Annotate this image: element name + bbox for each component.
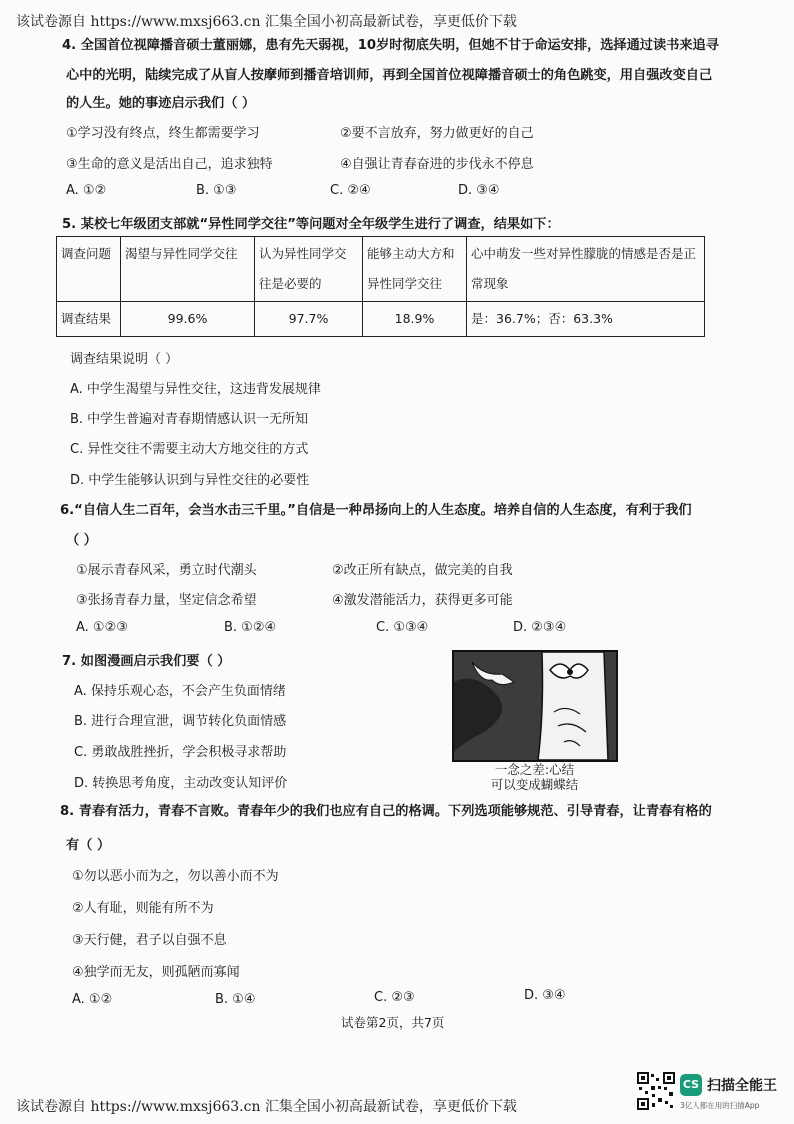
watermark-bottom: 该试卷源自 https://www.mxsj663.cn 汇集全国小初高最新试卷，享更低价下载 bbox=[16, 1099, 517, 1115]
q4-stem-line3: 的人生。她的事迹启示我们（ ） bbox=[66, 96, 256, 111]
table-cell: 调查问题 bbox=[57, 237, 121, 302]
q6-statement-4: ④激发潜能活力，获得更多可能 bbox=[332, 593, 513, 608]
q4-stem-line2: 心中的光明，陆续完成了从盲人按摩师到播音培训师，再到全国首位视障播音硕士的角色跳变，用自强改变自己 bbox=[66, 68, 713, 83]
q5-choice-d[interactable]: D. 中学生能够认识到与异性交往的必要性 bbox=[70, 473, 310, 488]
watermark-top: 该试卷源自 https://www.mxsj663.cn 汇集全国小初高最新试卷，享更低价下载 bbox=[16, 14, 517, 30]
table-cell: 能够主动大方和异性同学交往 bbox=[363, 237, 467, 302]
q6-choice-c[interactable]: C. ①③④ bbox=[376, 620, 429, 635]
q6-statement-1: ①展示青春风采，勇立时代潮头 bbox=[76, 563, 257, 578]
q5-choice-b[interactable]: B. 中学生普遍对青春期情感认识一无所知 bbox=[70, 412, 309, 427]
table-cell: 心中萌发一些对异性朦胧的情感是否是正常现象 bbox=[467, 237, 705, 302]
q4-statement-3: ③生命的意义是活出自己，追求独特 bbox=[66, 157, 273, 172]
q6-choice-d[interactable]: D. ②③④ bbox=[513, 620, 567, 635]
q4-statement-2: ②要不言放弃，努力做更好的自己 bbox=[340, 126, 534, 141]
scanner-tagline: 3亿人都在用的扫描App bbox=[680, 1101, 760, 1110]
table-cell: 渴望与异性同学交往 bbox=[121, 237, 255, 302]
table-cell: 97.7% bbox=[255, 302, 363, 337]
q7-stem: 7. 如图漫画启示我们要（ ） bbox=[62, 654, 231, 669]
survey-table-header-row bbox=[57, 237, 705, 302]
page-number: 试卷第2页，共7页 bbox=[341, 1015, 445, 1030]
q8-stem-line2: 有（ ） bbox=[66, 838, 111, 853]
q4-choice-d[interactable]: D. ③④ bbox=[458, 183, 500, 198]
q4-choice-a[interactable]: A. ①② bbox=[66, 183, 107, 198]
q5-choice-a[interactable]: A. 中学生渴望与异性交往，这违背发展规律 bbox=[70, 382, 321, 397]
q7-choice-b[interactable]: B. 进行合理宣泄，调节转化负面情感 bbox=[74, 714, 287, 729]
q7-choice-a[interactable]: A. 保持乐观心态，不会产生负面情绪 bbox=[74, 684, 286, 699]
q8-statement-1: ①勿以恶小而为之，勿以善小而不为 bbox=[72, 869, 279, 884]
scanner-app-name: 扫描全能王 bbox=[707, 1078, 777, 1094]
q5-choice-c[interactable]: C. 异性交往不需要主动大方地交往的方式 bbox=[70, 442, 309, 457]
cartoon-caption-line2: 可以变成蝴蝶结 bbox=[490, 777, 579, 792]
qr-code-icon bbox=[637, 1072, 675, 1110]
table-cell: 认为异性同学交往是必要的 bbox=[255, 237, 363, 302]
q4-choice-c[interactable]: C. ②④ bbox=[330, 183, 371, 198]
q8-choice-a[interactable]: A. ①② bbox=[72, 992, 113, 1007]
q8-statement-2: ②人有耻，则能有所不为 bbox=[72, 901, 214, 916]
q8-stem-line1: 8. 青春有活力，青春不言败。青春年少的我们也应有自己的格调。下列选项能够规范、引导青春，让青春有格的 bbox=[60, 804, 712, 819]
q8-statement-4: ④独学而无友，则孤陋而寡闻 bbox=[72, 965, 240, 980]
table-cell: 18.9% bbox=[363, 302, 467, 337]
q5-prompt: 调查结果说明（ ） bbox=[70, 352, 179, 367]
q6-choice-a[interactable]: A. ①②③ bbox=[76, 620, 128, 635]
q4-choice-b[interactable]: B. ①③ bbox=[196, 183, 237, 198]
q5-stem: 5. 某校七年级团支部就“异性同学交往”等问题对全年级学生进行了调查，结果如下： bbox=[62, 217, 560, 232]
q6-choice-b[interactable]: B. ①②④ bbox=[224, 620, 277, 635]
q8-statement-3: ③天行健，君子以自强不息 bbox=[72, 933, 227, 948]
table-cell: 调查结果 bbox=[57, 302, 121, 337]
q6-statement-3: ③张扬青春力量，坚定信念希望 bbox=[76, 593, 257, 608]
q6-statement-2: ②改正所有缺点，做完美的自我 bbox=[332, 563, 513, 578]
camscanner-logo: CS bbox=[680, 1074, 702, 1096]
table-cell: 是：36.7%；否：63.3% bbox=[467, 302, 705, 337]
q8-choice-d[interactable]: D. ③④ bbox=[524, 988, 566, 1003]
q4-stem-line1: 4. 全国首位视障播音硕士董丽娜，患有先天弱视，10岁时彻底失明，但她不甘于命运安排，选择通过读书来追寻 bbox=[62, 38, 719, 53]
cartoon-drawing bbox=[454, 652, 616, 760]
q4-statement-1: ①学习没有终点，终生都需要学习 bbox=[66, 126, 260, 141]
table-cell: 99.6% bbox=[121, 302, 255, 337]
cartoon-caption-line1: 一念之差:心结 bbox=[494, 762, 575, 777]
survey-table bbox=[56, 236, 705, 337]
q7-choice-c[interactable]: C. 勇敢战胜挫折，学会积极寻求帮助 bbox=[74, 745, 287, 760]
q6-stem-line1: 6.“自信人生二百年，会当水击三千里。”自信是一种昂扬向上的人生态度。培养自信的人生态度，有利于我们 bbox=[60, 503, 692, 518]
q7-choice-d[interactable]: D. 转换思考角度，主动改变认知评价 bbox=[74, 776, 288, 791]
q8-choice-c[interactable]: C. ②③ bbox=[374, 990, 415, 1005]
cartoon-image bbox=[452, 650, 618, 762]
q4-statement-4: ④自强让青春奋进的步伐永不停息 bbox=[340, 157, 534, 172]
q8-choice-b[interactable]: B. ①④ bbox=[215, 992, 256, 1007]
q6-stem-line2: （ ） bbox=[66, 533, 97, 548]
survey-table-result-row bbox=[57, 302, 705, 337]
